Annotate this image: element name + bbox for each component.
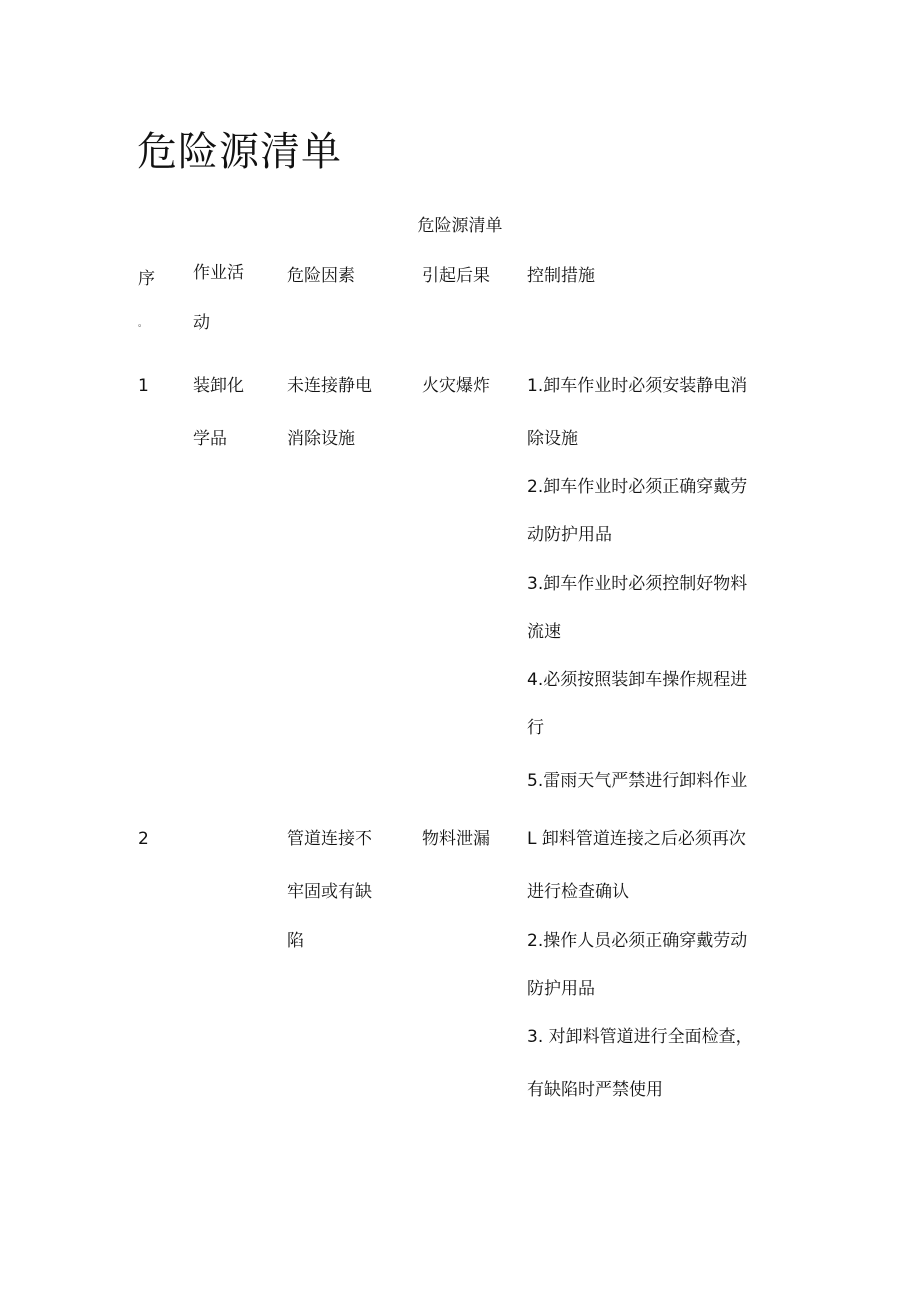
row-measure: 流速 (527, 622, 561, 642)
row-measure: L 卸料管道连接之后必须再次 (527, 829, 746, 849)
row-measure: 5.雷雨天气严禁进行卸料作业 (527, 771, 748, 791)
row-measure: 动防护用品 (527, 525, 612, 545)
header-hazard: 危险因素 (287, 266, 355, 286)
row-activity: 学品 (193, 429, 227, 449)
row-measure: 1.卸车作业时必须安装静电消 (527, 376, 748, 396)
row-hazard: 消除设施 (287, 429, 355, 449)
row-measure: 防护用品 (527, 979, 595, 999)
row-measure: 4.必须按照装卸车操作规程进 (527, 670, 748, 690)
header-consequence: 引起后果 (422, 266, 490, 286)
row-activity: 装卸化 (193, 376, 244, 396)
table-caption: 危险源清单 (417, 216, 503, 236)
row-measure: 行 (527, 718, 544, 738)
header-activity: 作业活 (193, 263, 244, 283)
row-consequence: 物料泄漏 (422, 829, 490, 849)
row-hazard: 未连接静电 (287, 376, 372, 396)
row-hazard: 牢固或有缺 (287, 882, 372, 902)
row-measure: 3.卸车作业时必须控制好物料 (527, 574, 748, 594)
row-measure: 进行检查确认 (527, 882, 629, 902)
row-measure: 2.操作人员必须正确穿戴劳动 (527, 931, 748, 951)
document-title: 危险源清单 (137, 129, 342, 175)
row-measure: 除设施 (527, 429, 578, 449)
row-hazard: 管道连接不 (287, 829, 372, 849)
row-hazard: 陷 (287, 931, 304, 951)
header-seq: 序 (138, 269, 155, 289)
header-measures: 控制措施 (527, 266, 595, 286)
row-seq: 1 (138, 376, 149, 396)
row-measure: 有缺陷时严禁使用 (527, 1080, 663, 1100)
header-activity-cont: 动 (193, 313, 210, 333)
row-measure: 3. 对卸料管道进行全面检查， (527, 1027, 753, 1047)
header-seq-mark: 。 (138, 319, 148, 329)
row-consequence: 火灾爆炸 (422, 376, 490, 396)
row-measure: 2.卸车作业时必须正确穿戴劳 (527, 477, 748, 497)
row-seq: 2 (138, 829, 149, 849)
